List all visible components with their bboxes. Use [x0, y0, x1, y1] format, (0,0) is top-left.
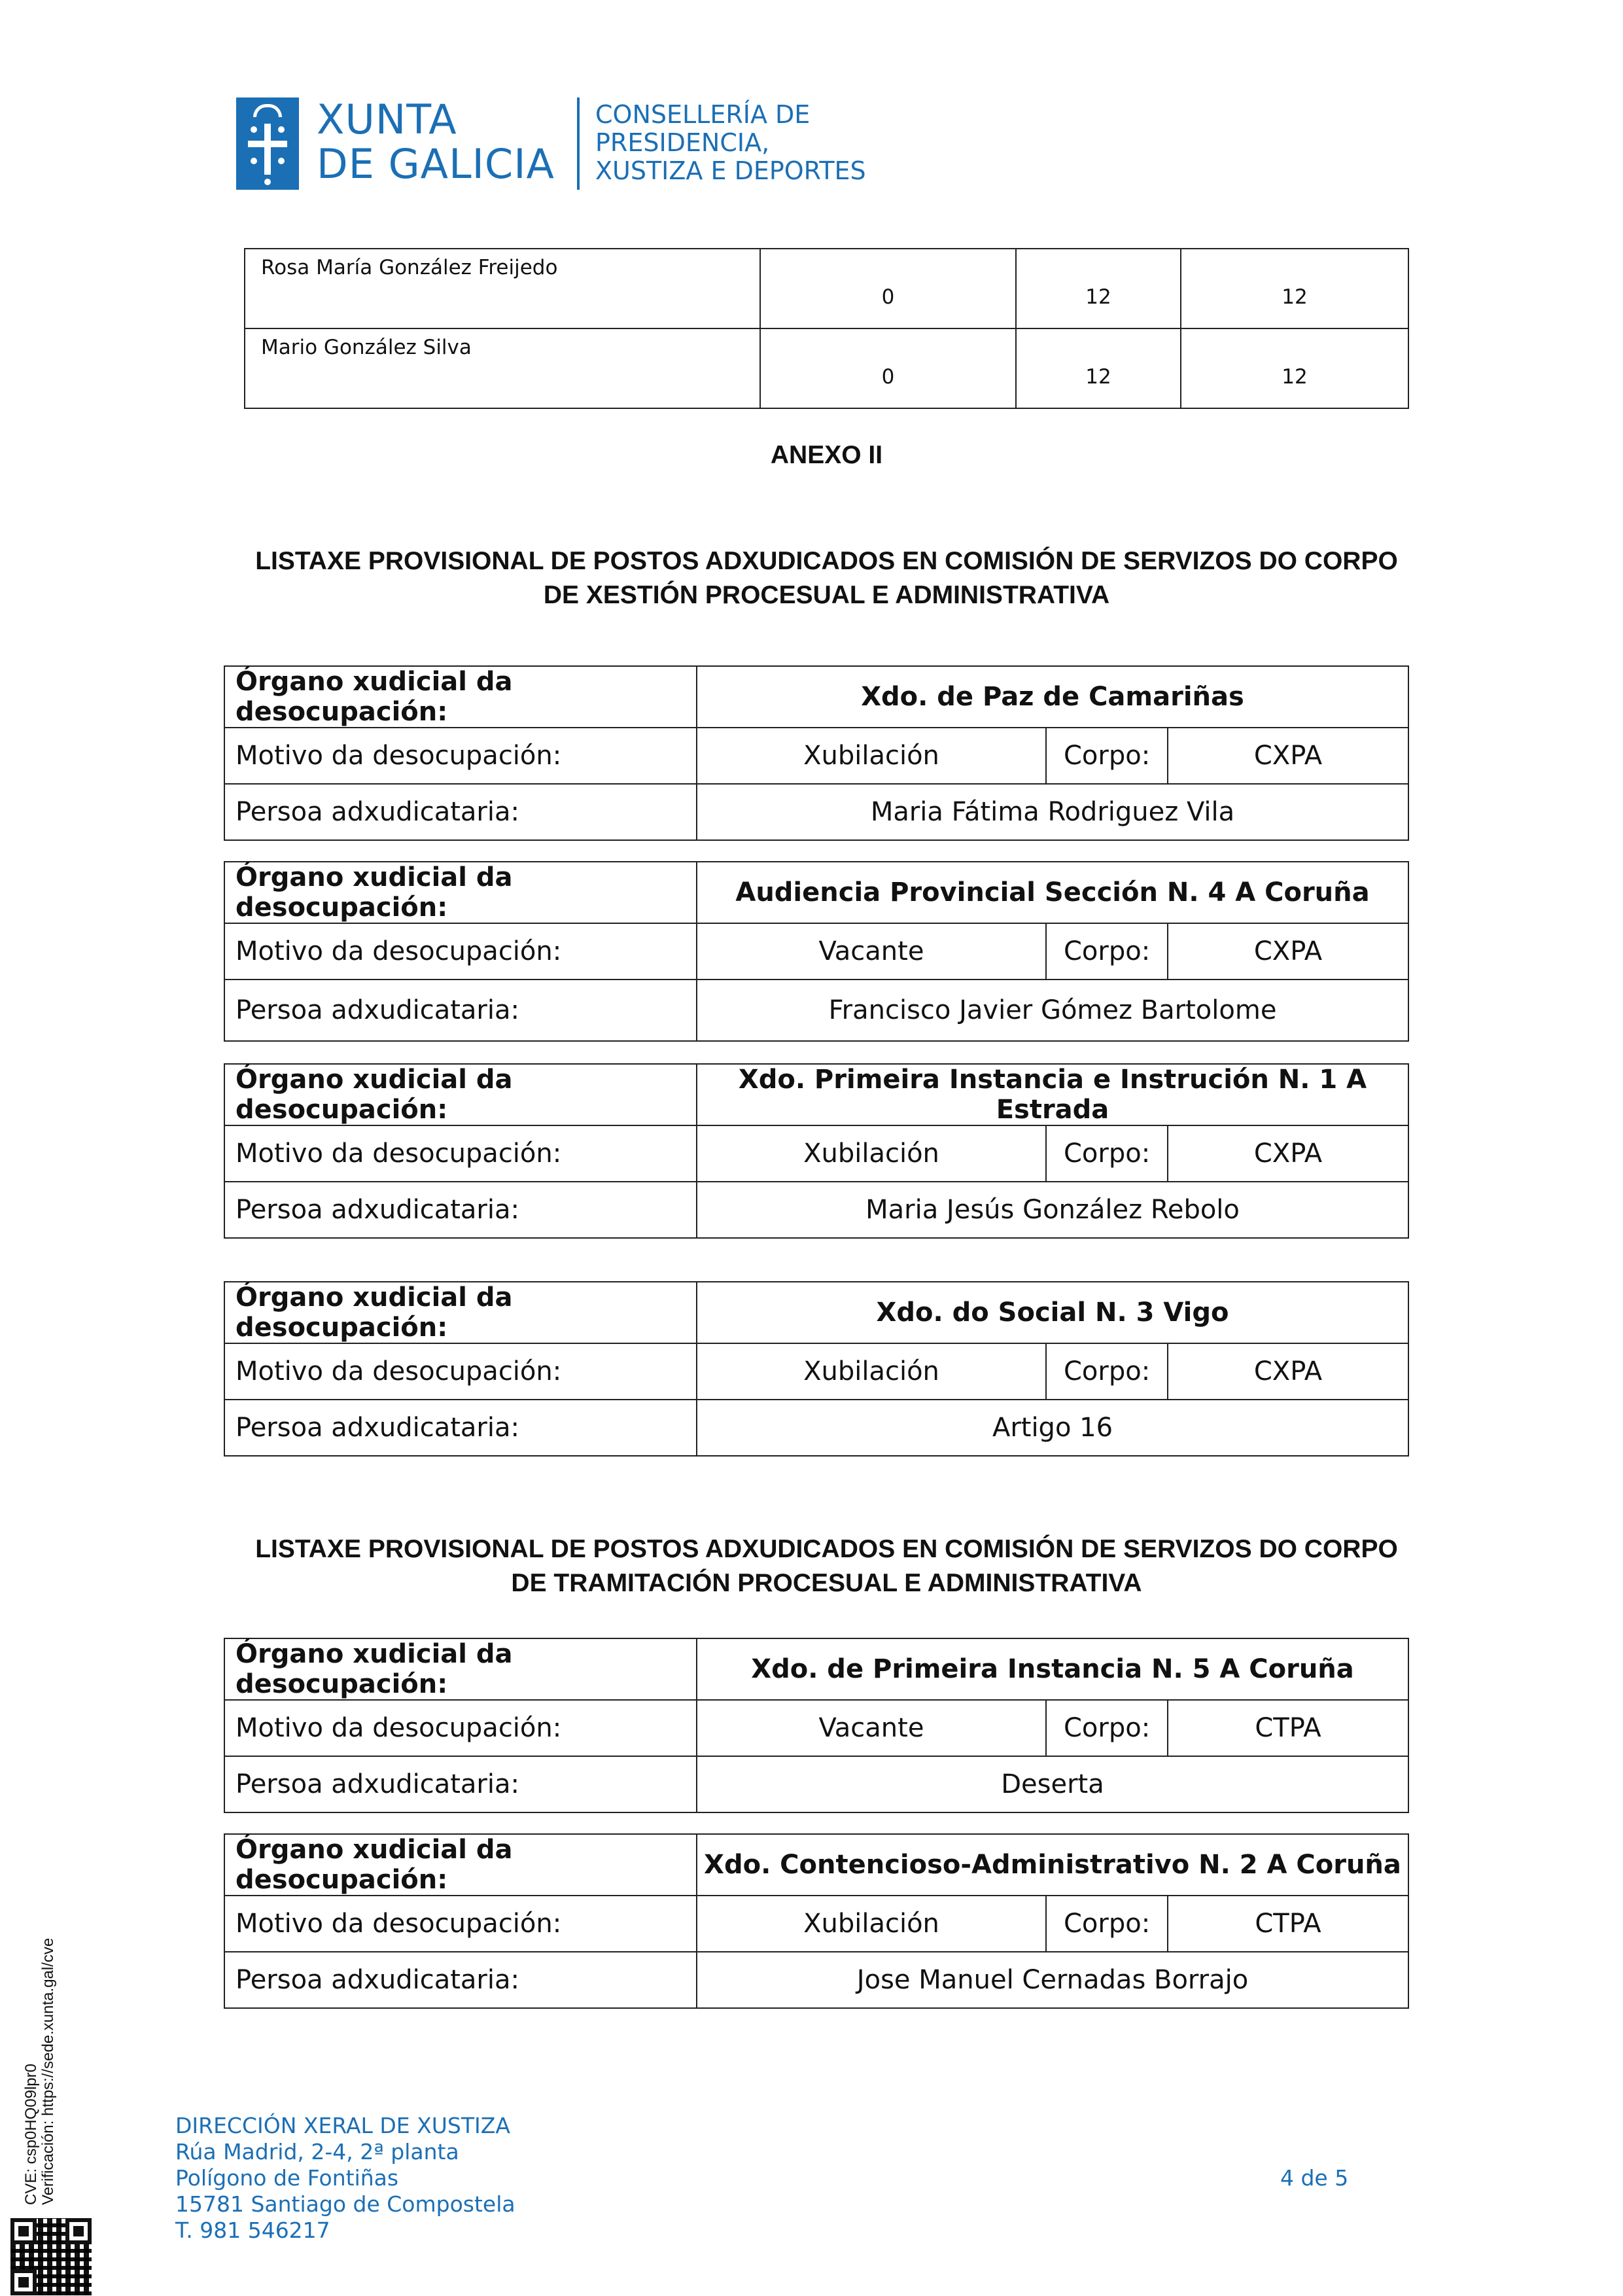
annex-title: ANEXO II	[770, 441, 883, 469]
persoa-value: Maria Fátima Rodriguez Vila	[697, 784, 1408, 840]
brand-name-line2: DE GALICIA	[317, 140, 555, 188]
footer-line3: Polígono de Fontiñas	[175, 2165, 399, 2191]
brand-separator	[577, 97, 580, 190]
person-name: Rosa María González Freijedo	[245, 249, 760, 328]
motivo-value: Xubilación	[697, 728, 1046, 784]
organo-label: Órgano xudicial da desocupación:	[224, 1834, 697, 1896]
persoa-value: Francisco Javier Gómez Bartolome	[697, 980, 1408, 1041]
footer-line1: DIRECCIÓN XERAL DE XUSTIZA	[175, 2113, 510, 2138]
motivo-value: Xubilación	[697, 1343, 1046, 1400]
department-line1: CONSELLERÍA DE	[595, 100, 811, 129]
motivo-value: Xubilación	[697, 1896, 1046, 1952]
corpo-label: Corpo:	[1046, 923, 1168, 980]
score-cell: 0	[760, 249, 1016, 328]
persoa-label: Persoa adxudicataria:	[224, 1952, 697, 2008]
persoa-label: Persoa adxudicataria:	[224, 1400, 697, 1456]
section2-title-line2: DE TRAMITACIÓN PROCESUAL E ADMINISTRATIVA	[511, 1569, 1142, 1597]
organo-value: Audiencia Provincial Sección N. 4 A Coruña	[697, 862, 1408, 923]
corpo-value: CXPA	[1168, 728, 1408, 784]
persoa-label: Persoa adxudicataria:	[224, 784, 697, 840]
qr-code-icon	[10, 2218, 92, 2295]
organo-value: Xdo. do Social N. 3 Vigo	[697, 1282, 1408, 1343]
persoa-value: Maria Jesús González Rebolo	[697, 1182, 1408, 1238]
motivo-value: Vacante	[697, 1700, 1046, 1756]
persoa-value: Artigo 16	[697, 1400, 1408, 1456]
person-name: Mario González Silva	[245, 328, 760, 408]
post-table	[224, 665, 1409, 841]
cve-code: CVE: csp0HQ09lpr0	[22, 2063, 40, 2205]
score-cell: 12	[1181, 249, 1408, 328]
motivo-label: Motivo da desocupación:	[224, 1896, 697, 1952]
corpo-value: CTPA	[1168, 1700, 1408, 1756]
persoa-label: Persoa adxudicataria:	[224, 1756, 697, 1812]
persoa-value: Deserta	[697, 1756, 1408, 1812]
section1-title-line2: DE XESTIÓN PROCESUAL E ADMINISTRATIVA	[543, 581, 1110, 609]
corpo-label: Corpo:	[1046, 1896, 1168, 1952]
organo-label: Órgano xudicial da desocupación:	[224, 1282, 697, 1343]
corpo-label: Corpo:	[1046, 1125, 1168, 1182]
motivo-label: Motivo da desocupación:	[224, 923, 697, 980]
table-row	[245, 249, 1408, 328]
brand-name-line1: XUNTA	[317, 96, 457, 143]
section1-title-line1: LISTAXE PROVISIONAL DE POSTOS ADXUDICADOS EN COMISIÓN DE SERVIZOS DO CORPO	[255, 547, 1398, 575]
score-cell: 12	[1016, 328, 1181, 408]
organo-label: Órgano xudicial da desocupación:	[224, 666, 697, 728]
table-row	[245, 328, 1408, 408]
organo-label: Órgano xudicial da desocupación:	[224, 1064, 697, 1125]
organo-value: Xdo. Primeira Instancia e Instrución N. 1 A Estrada	[697, 1064, 1408, 1125]
department-line3: XUSTIZA E DEPORTES	[595, 156, 866, 185]
section2-title-line1: LISTAXE PROVISIONAL DE POSTOS ADXUDICADOS EN COMISIÓN DE SERVIZOS DO CORPO	[255, 1535, 1398, 1563]
corpo-value: CTPA	[1168, 1896, 1408, 1952]
score-table	[244, 248, 1409, 409]
corpo-value: CXPA	[1168, 923, 1408, 980]
motivo-label: Motivo da desocupación:	[224, 1700, 697, 1756]
organo-value: Xdo. Contencioso-Administrativo N. 2 A Coruña	[697, 1834, 1408, 1896]
score-cell: 12	[1181, 328, 1408, 408]
motivo-value: Vacante	[697, 923, 1046, 980]
verification-url[interactable]: Verificación: https://sede.xunta.gal/cve	[39, 1937, 57, 2205]
organo-value: Xdo. de Primeira Instancia N. 5 A Coruña	[697, 1638, 1408, 1700]
post-table	[224, 1638, 1409, 1813]
score-cell: 12	[1016, 249, 1181, 328]
persoa-value: Jose Manuel Cernadas Borrajo	[697, 1952, 1408, 2008]
post-table	[224, 861, 1409, 1042]
page-number: 4 de 5	[1280, 2165, 1349, 2191]
footer-line4: 15781 Santiago de Compostela	[175, 2191, 515, 2217]
corpo-value: CXPA	[1168, 1343, 1408, 1400]
post-table	[224, 1833, 1409, 2009]
organo-value: Xdo. de Paz de Camariñas	[697, 666, 1408, 728]
corpo-label: Corpo:	[1046, 728, 1168, 784]
motivo-label: Motivo da desocupación:	[224, 728, 697, 784]
post-table	[224, 1063, 1409, 1239]
post-table	[224, 1281, 1409, 1457]
corpo-value: CXPA	[1168, 1125, 1408, 1182]
motivo-value: Xubilación	[697, 1125, 1046, 1182]
footer-line5: T. 981 546217	[175, 2217, 330, 2243]
organo-label: Órgano xudicial da desocupación:	[224, 862, 697, 923]
persoa-label: Persoa adxudicataria:	[224, 1182, 697, 1238]
footer-line2: Rúa Madrid, 2-4, 2ª planta	[175, 2139, 459, 2164]
corpo-label: Corpo:	[1046, 1700, 1168, 1756]
department-line2: PRESIDENCIA,	[595, 128, 770, 157]
xunta-shield-logo	[236, 97, 299, 190]
organo-label: Órgano xudicial da desocupación:	[224, 1638, 697, 1700]
corpo-label: Corpo:	[1046, 1343, 1168, 1400]
persoa-label: Persoa adxudicataria:	[224, 980, 697, 1041]
motivo-label: Motivo da desocupación:	[224, 1125, 697, 1182]
motivo-label: Motivo da desocupación:	[224, 1343, 697, 1400]
score-cell: 0	[760, 328, 1016, 408]
